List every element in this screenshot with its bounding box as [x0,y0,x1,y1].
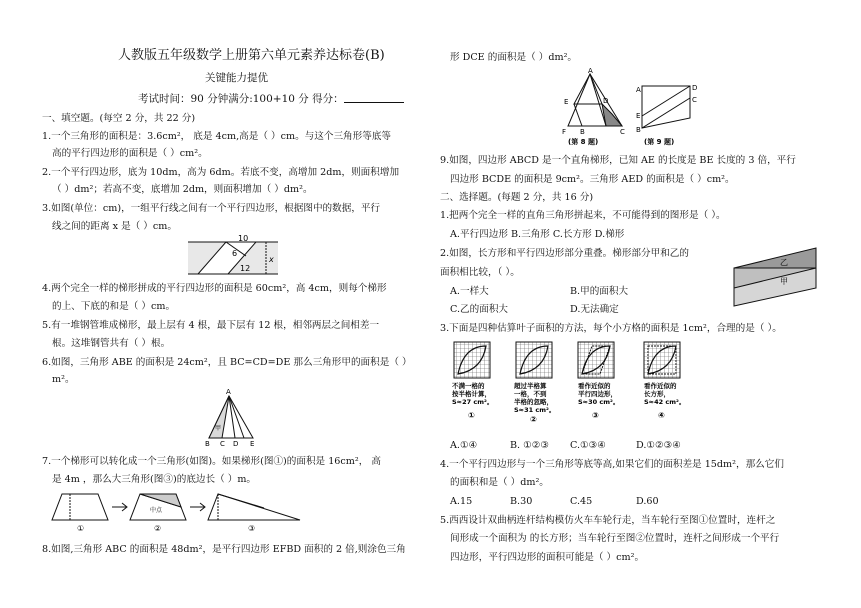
q6-line2: m²。 [52,374,75,385]
mc1-stem: 1.把两个完全一样的直角三角形拼起来，不可能得到的图形是（ ）。 [440,210,726,221]
fig8-label-B: B [580,128,585,136]
leaf2-caption-4: S≈31 cm²。 [514,406,556,414]
mc3-option-b[interactable]: B. ①②③ [510,440,549,451]
q1-line2: 高的平行四边形的面积是（ ）cm²。 [52,148,208,159]
fig9-label-C: C [692,96,697,104]
mc1-options[interactable]: A.平行四边形 B.三角形 C.长方形 D.梯形 [450,229,625,240]
q4-line1: 4.两个完全一样的梯形拼成的平行四边形的面积是 60cm²，高 4cm，则每个梯形 [42,283,387,294]
mc2-option-b[interactable]: B.甲的面积大 [570,286,629,297]
leaf-grid-2 [516,342,552,378]
q4-line2: 的上、下底的和是（ ）cm。 [52,301,176,312]
fig9-label-D: D [692,84,698,92]
fig9-label-E: E [636,112,641,120]
q5-line2: 根。这堆钢管共有（ ）根。 [52,338,171,349]
figure-q7 [50,490,310,532]
fig8-caption: (第 8 题) [568,138,599,146]
mc3-option-c[interactable]: C.①③④ [570,440,606,451]
leaf4-caption-2: 长方形， [644,390,670,398]
q8-line2: 形 DCE 的面积是（ ）dm²。 [450,52,578,63]
mc3-option-a[interactable]: A.①④ [450,440,478,451]
leaf2-caption-2: 一格，不到 [514,390,547,398]
leaf3-caption-2: 平行四边形， [578,390,617,398]
fig7-label-midpoint: 中点 [150,507,163,514]
figure-mc2 [732,244,820,308]
fig8-label-C: C [620,128,625,136]
fig6-label-C: C [220,440,225,448]
fig3-label-6: 6 [232,249,238,258]
figure-q6 [195,390,265,448]
q3-line1: 3.如图(单位：cm)，一组平行线之间有一个平行四边形，根据图中的数据，平行 [42,203,381,214]
mc3-option-d[interactable]: D.①②③④ [636,440,681,451]
fig8-label-E: E [564,98,569,106]
mc4-stem-line2: 的面积和是（ ）dm²。 [450,477,549,488]
leaf3-caption-1: 看作近似的 [578,382,611,390]
fig7-label-1: ① [77,524,85,533]
fig9-label-B: B [636,126,641,134]
fig6-label-E: E [250,440,255,448]
leaf1-num: ① [468,411,475,420]
leaf4-caption-1: 看作近似的 [644,382,677,390]
mc4-option-d[interactable]: D.60 [636,496,659,507]
fig3-label-12: 12 [240,264,251,273]
mc5-stem-line3: 四边形，平行四边形的面积可能是（ ）cm²。 [450,552,645,563]
fig6-label-D: D [233,440,239,448]
mc4-option-a[interactable]: A.15 [450,496,473,507]
fig7-label-3: ③ [248,524,256,533]
mc5-stem-line1: 5.西西设计双曲柄连杆结构模仿火车车轮行走，当车轮行至图①位置时，连杆之 [440,515,776,526]
section1-heading: 一、填空题。(每空 2 分，共 22 分) [42,113,196,124]
q8-line1: 8.如图,三角形 ABC 的面积是 48dm²，是平行四边形 EFBD 面积的 2 倍,则涂色三角 [42,544,406,555]
exam-info [138,92,404,106]
leaf2-caption-1: 超过半格算 [514,382,547,390]
mc4-stem-line1: 4.一个平行四边形与一个三角形等底等高,如果它们的面积差是 15dm²，那么它们 [440,459,784,470]
leaf2-num: ② [530,415,537,424]
section2-heading: 二、选择题。(每题 2 分，共 16 分) [440,192,594,203]
mc4-option-b[interactable]: B.30 [510,496,533,507]
leaf4-num: ④ [658,411,665,420]
mc2-option-d[interactable]: D.无法确定 [570,304,619,315]
mc2-option-a[interactable]: A.一样大 [450,286,489,297]
q1-line1: 1.一个三角形的面积是：3.6cm²， 底是 4cm,高是（ ）cm。与这个三角形等底等 [42,131,391,142]
mc4-option-c[interactable]: C.45 [570,496,593,507]
q5-line1: 5.有一堆钢管堆成梯形，最上层有 4 根，最下层有 12 根，相邻两层之间相差一 [42,320,380,331]
q7-line1: 7.一个梯形可以转化成一个三角形(如图)。如果梯形(图①)的面积是 16cm²， 高 [42,456,381,467]
q3-line2: 线之间的距离 x 是（ ）cm。 [52,221,177,232]
leaf2-caption-3: 半格的忽略， [514,398,553,406]
fig8-label-A: A [588,67,593,75]
q6-line1: 6.如图，三角形 ABE 的面积是 24cm²，且 BC=CD=DE 那么三角形甲的面积是（ ） [42,357,412,368]
q2-line2: （ ）dm²；若高不变，底增加 2dm，则面积增加（ ）dm²。 [52,184,313,195]
exam-info-text: 考试时间：90 分钟满分:100+10 分 得分： [138,93,344,105]
q9-line1: 9.如图，四边形 ABCD 是一个直角梯形，已知 AE 的长度是 BE 长度的 3 倍，平行 [440,155,796,166]
leaf1-caption-2: 按半格计算， [452,390,491,398]
figure-q3 [188,234,282,278]
mc2-stem-line2: 面积相比较，（ ）。 [440,267,520,278]
fig9-label-A: A [636,86,641,94]
q2-line1: 2.一个平行四边形，底为 10dm，高为 6dm。若底不变，高增加 2dm，则面积增加 [42,167,400,178]
leaf-grids [448,340,778,436]
q7-line2: 是 4m ，那么大三角形(图③)的底边长（ ）m。 [52,474,257,485]
fig6-label-B: B [205,440,210,448]
mc2-option-c[interactable]: C.乙的面积大 [450,304,509,315]
fig7-label-2: ② [154,524,162,533]
leaf-grid-1 [454,342,490,378]
mc2-stem-line1: 2.如图，长方形和平行四边形部分重叠。梯形部分甲和乙的 [440,248,689,259]
fig9-caption: (第 9 题) [644,138,675,146]
mc2-label-jia: 甲 [780,277,788,286]
mc5-stem-line2: 间形成一个面积为 的长方形；当车轮行至图②位置时，连杆之间形成一个平行 [450,533,780,544]
score-blank[interactable] [344,92,404,103]
mc3-stem: 3.下面是四种估算叶子面积的方法，每个小方格的面积是 1cm²，合理的是（ ）。 [440,323,782,334]
leaf4-caption-3: S≈42 cm²。 [644,398,686,406]
fig6-label-A: A [226,388,231,396]
leaf3-caption-3: S≈30 cm²。 [578,398,620,406]
leaf1-caption-3: S≈27 cm²。 [452,398,494,406]
page-subtitle: 关键能力提优 [205,72,268,84]
page-title: 人教版五年级数学上册第六单元素养达标卷(B) [118,48,385,63]
fig3-label-x: x [269,255,274,264]
q9-line2: 四边形 BCDE 的面积是 9cm²。三角形 AED 的面积是（ ）cm²。 [450,174,735,185]
leaf-grid-4 [644,342,680,378]
figure-q9 [636,76,706,146]
leaf1-caption-1: 不满一格的 [452,382,485,390]
figure-q8 [560,68,630,146]
leaf-grid-3 [578,342,614,378]
leaf3-num: ③ [592,411,599,420]
mc2-label-yi: 乙 [780,258,788,267]
fig8-label-D: D [603,97,609,105]
fig8-label-F: F [562,128,567,136]
fig3-label-10: 10 [238,234,249,243]
fig6-label-jia: 甲 [215,425,222,432]
